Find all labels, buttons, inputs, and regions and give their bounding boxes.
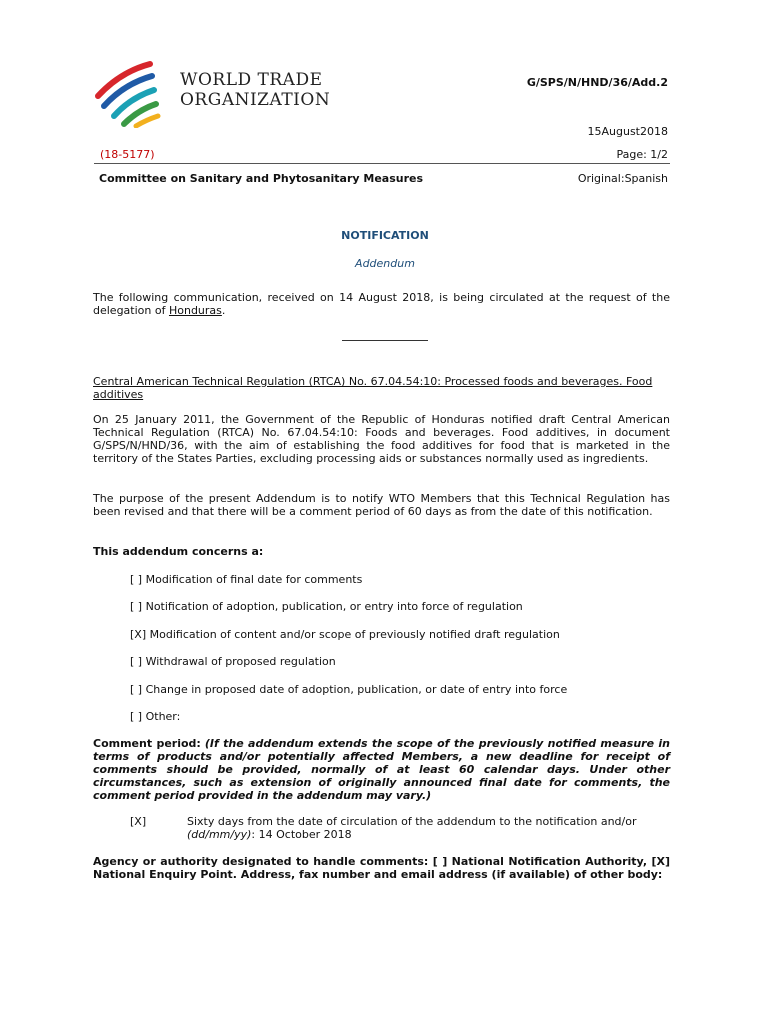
original-language: Original:Spanish — [577, 172, 668, 185]
concern-item — [130, 600, 523, 613]
intro-paragraph — [93, 291, 670, 317]
concern-item — [130, 628, 560, 641]
comment-period-label: Comment period: — [93, 737, 201, 750]
concerns-heading: This addendum concerns a: — [93, 545, 264, 558]
comment-choice — [187, 815, 667, 841]
concern-label: Withdrawal of proposed regulation — [145, 655, 336, 668]
document-symbol: G/SPS/N/HND/36/Add.2 — [526, 76, 668, 89]
regulation-paragraph-2: The purpose of the present Addendum is to notify WTO Members that this Technical Regulation has been revised and that there will be a comment period of 60 days as from the date of this notification. — [93, 492, 670, 518]
concern-label: Change in proposed date of adoption, publication, or date of entry into force — [145, 683, 568, 696]
concern-item — [130, 655, 336, 668]
comment-period-paragraph — [93, 737, 670, 802]
wto-logo — [90, 58, 340, 128]
regulation-heading: Central American Technical Regulation (RTCA) No. 67.04.54:10: Processed foods and beverages. Food additives — [93, 375, 653, 401]
concern-item — [130, 710, 180, 723]
concern-checkbox: [ ] — [130, 683, 143, 696]
regulation-paragraph-1: On 25 January 2011, the Government of the Republic of Honduras notified draft Central American Technical Regulation (RTCA) No. 67.04.54:10: Foods and beverages. Food additives, in document G/SPS/N/HND/36, with the aim of establishing the food additives for food that is marketed in the territory of the States Parties, excluding processing aids or substances normally used as ingredients. — [93, 413, 670, 465]
wto-swirl-icon — [90, 58, 170, 128]
concern-item — [130, 573, 362, 586]
document-reference: (18-5177) — [100, 148, 155, 161]
concern-checkbox: [ ] — [130, 710, 143, 723]
concern-label: Other: — [145, 710, 181, 723]
committee-name: Committee on Sanitary and Phytosanitary Measures — [99, 172, 424, 185]
concern-label: Modification of content and/or scope of previously notified draft regulation — [149, 628, 560, 641]
concern-label: Modification of final date for comments — [145, 573, 363, 586]
concern-checkbox: [ ] — [130, 655, 143, 668]
concern-checkbox: [ ] — [130, 573, 143, 586]
agency-paragraph: Agency or authority designated to handle comments: [ ] National Notification Authority, [X] National Enquiry Point. Address, fax number and email address (if available) of other body: — [93, 855, 670, 881]
comment-period-text: (If the addendum extends the scope of the previously notified measure in terms of products and/or potentially affected Members, a new deadline for receipt of comments should be provided, normally of at least 60 calendar days. Under other circumstances, such as extension of originally announced final date for comments, the comment period provided in the addendum may vary.) — [93, 737, 670, 802]
intro-country: Honduras — [168, 304, 222, 317]
comment-choice-checkbox: [X] — [130, 815, 147, 828]
intro-end: . — [221, 304, 226, 317]
notification-title: NOTIFICATION — [341, 229, 429, 242]
org-name-line1: WORLD TRADE — [180, 70, 323, 90]
intro-text: The following communication, received on 14 August 2018, is being circulated at the request of the delegation of — [93, 291, 670, 317]
concern-checkbox: [X] — [130, 628, 147, 641]
comment-choice-format: (dd/mm/yy) — [187, 828, 252, 841]
org-name-line2: ORGANIZATION — [180, 90, 331, 110]
concern-label: Notification of adoption, publication, or entry into force of regulation — [145, 600, 523, 613]
comment-choice-date: : 14 October 2018 — [251, 828, 352, 841]
concern-item — [130, 683, 567, 696]
header-divider — [94, 163, 670, 164]
section-divider — [342, 340, 428, 341]
comment-choice-text: Sixty days from the date of circulation of the addendum to the notification and/or — [187, 815, 637, 828]
concern-checkbox: [ ] — [130, 600, 143, 613]
page-number: Page: 1/2 — [616, 148, 668, 161]
document-date: 15August2018 — [587, 125, 668, 138]
addendum-subtitle: Addendum — [355, 257, 415, 270]
